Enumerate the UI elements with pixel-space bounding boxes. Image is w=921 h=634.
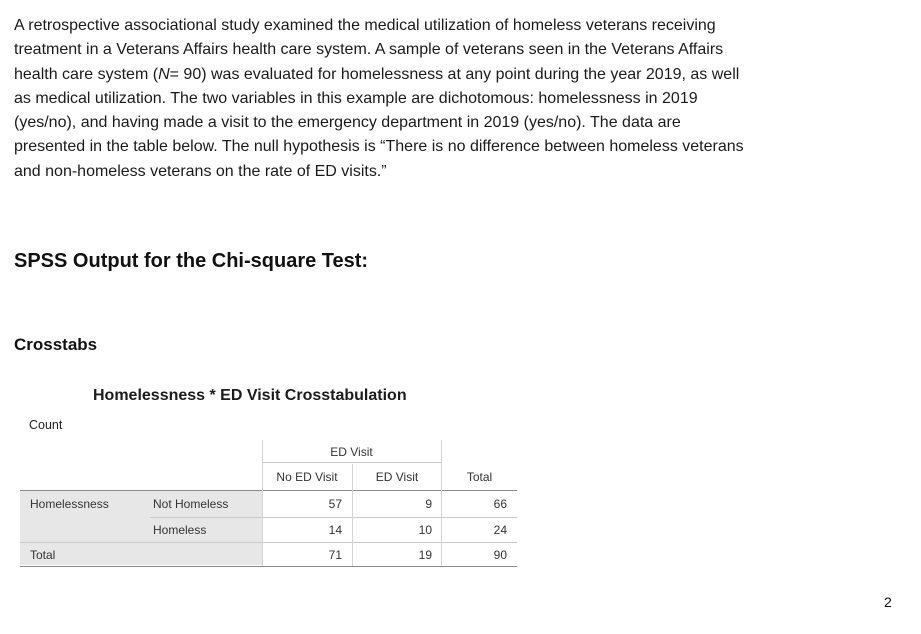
row-label-not-homeless: Not Homeless xyxy=(153,497,229,511)
table-cell: 19 xyxy=(418,548,432,562)
col-header-ed-visit: ED Visit xyxy=(375,470,419,484)
sample-size-symbol: N xyxy=(158,65,170,83)
intro-paragraph xyxy=(14,14,894,184)
table-cell: 71 xyxy=(328,548,342,562)
row-var-label: Homelessness xyxy=(30,497,109,511)
section-heading: SPSS Output for the Chi-square Test: xyxy=(14,250,369,272)
col-group-header: ED Visit xyxy=(330,445,373,459)
crosstabs-heading: Crosstabs xyxy=(14,335,98,354)
table-cell: 10 xyxy=(418,523,432,537)
total-divider xyxy=(20,542,517,543)
paragraph-line: health care system (N= 90) was evaluated for homelessness at any point during the year 2019, as well xyxy=(14,65,740,83)
table-cell: 90 xyxy=(493,548,507,562)
table-cell: 57 xyxy=(328,497,342,511)
header-bottom-rule xyxy=(20,490,517,491)
count-label: Count xyxy=(29,418,63,432)
table-title: Homelessness * ED Visit Crosstabulation xyxy=(93,387,407,404)
paragraph-line: and non-homeless veterans on the rate of ED visits.” xyxy=(14,162,387,180)
row-divider xyxy=(150,517,517,518)
paragraph-line: as medical utilization. The two variables in this example are dichotomous: homelessness in 2019 xyxy=(14,89,698,107)
paragraph-line: presented in the table below. The null hypothesis is “There is no difference between homeless veterans xyxy=(14,138,744,156)
table-cell: 9 xyxy=(425,497,432,511)
col-header-no-ed-visit: No ED Visit xyxy=(276,470,338,484)
header-divider xyxy=(262,462,441,463)
table-cell: 24 xyxy=(493,523,507,537)
table-cell: 14 xyxy=(328,523,342,537)
page-number: 2 xyxy=(884,594,892,610)
col-header-total: Total xyxy=(466,470,493,484)
row-label-homeless: Homeless xyxy=(153,523,207,537)
table-cell: 66 xyxy=(493,497,507,511)
paragraph-line: (yes/no), and having made a visit to the emergency department in 2019 (yes/no). The data are xyxy=(14,114,681,132)
paragraph-line: A retrospective associational study examined the medical utilization of homeless veterans receiving xyxy=(14,17,716,34)
total-row-label: Total xyxy=(30,548,56,562)
table-bottom-rule xyxy=(20,566,517,567)
paragraph-line: treatment in a Veterans Affairs health care system. A sample of veterans seen in the Veterans Affairs xyxy=(14,41,724,59)
